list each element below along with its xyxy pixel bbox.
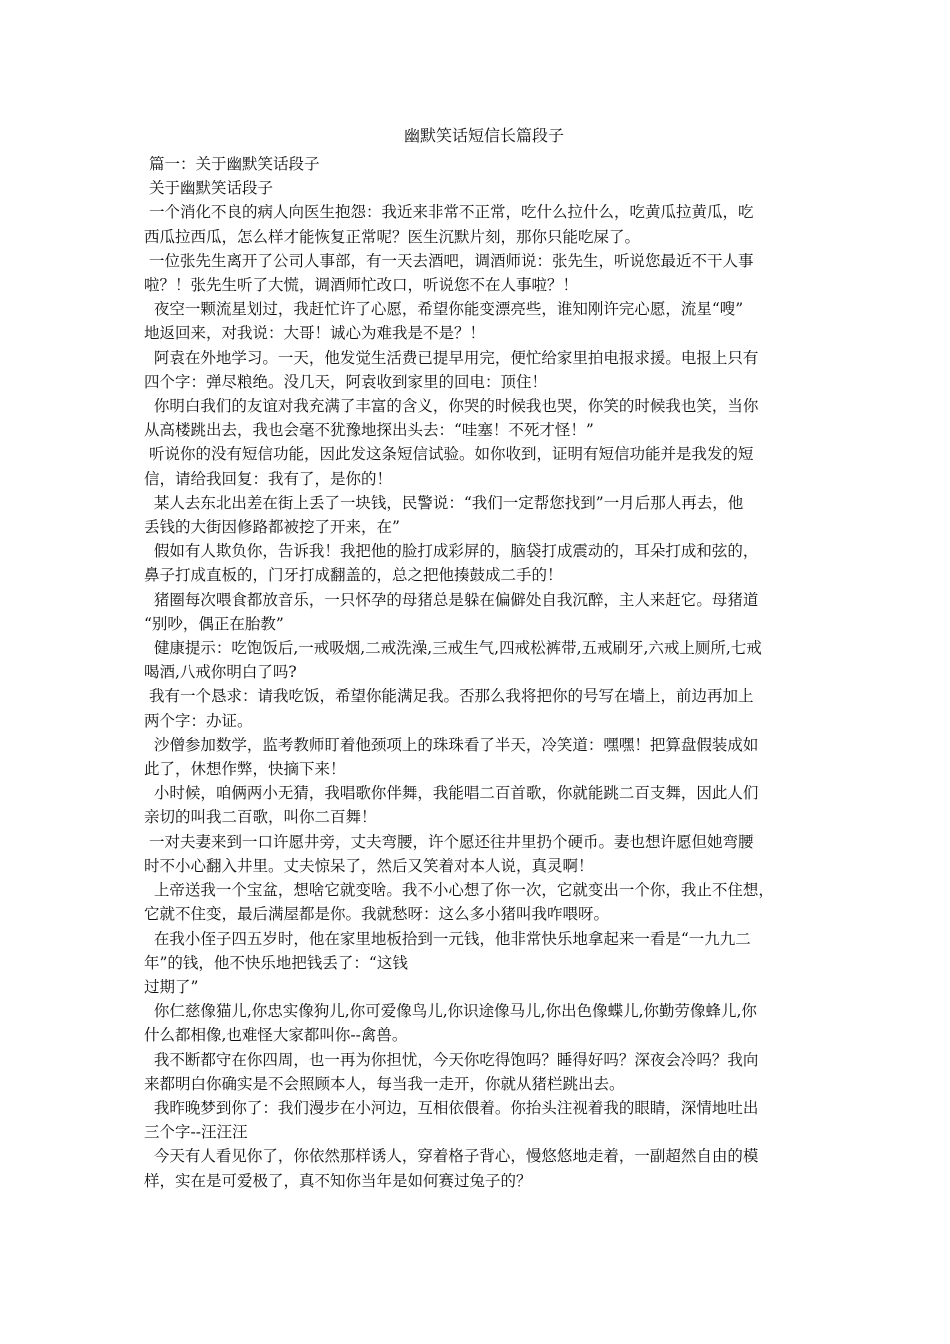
text-line: 沙僧参加数学，监考教师盯着他颈项上的珠珠看了半天，冷笑道：嘿嘿！把算盘假装成如 xyxy=(144,735,759,754)
text-line: 从高楼跳出去，我也会毫不犹豫地探出头去：“哇塞！不死才怪！” xyxy=(144,421,594,440)
text-line: 年”的钱，他不快乐地把钱丢了：“这钱 xyxy=(144,953,408,972)
text-line: 一个消化不良的病人向医生抱怨：我近来非常不正常，吃什么拉什么，吃黄瓜拉黄瓜，吃 xyxy=(144,203,754,222)
text-line: 你明白我们的友谊对我充满了丰富的含义，你哭的时候我也哭，你笑的时候我也笑，当你 xyxy=(144,397,759,416)
text-line: 猪圈每次喂食都放音乐，一只怀孕的母猪总是躲在偏僻处自我沉醉，主人来赶它。母猪道 xyxy=(144,590,759,609)
text-line: 篇一：关于幽默笑话段子 xyxy=(144,155,320,173)
text-line: 此了，休想作弊，快摘下来！ xyxy=(144,760,346,779)
text-line: 丢钱的大街因修路都被挖了开来，在” xyxy=(144,518,400,537)
text-line: 关于幽默笑话段子 xyxy=(144,179,273,198)
text-line: 样，实在是可爱极了，真不知你当年是如何赛过兔子的？ xyxy=(144,1171,532,1190)
text-line: 时不小心翻入井里。丈夫惊呆了，然后又笑着对本人说，真灵啊！ xyxy=(144,856,594,875)
text-line: 两个字：办证。 xyxy=(144,711,253,730)
text-line: 一对夫妻来到一口许愿井旁，丈夫弯腰，许个愿还往井里扔个硬币。妻也想许愿但她弯腰 xyxy=(144,832,754,851)
text-line: 地返回来，对我说：大哥！诚心为难我是不是？！ xyxy=(144,324,486,343)
text-line: 来都明白你确实是不会照顾本人，每当我一走开，你就从猪栏跳出去。 xyxy=(144,1074,625,1093)
text-line: 我昨晚梦到你了：我们漫步在小河边，互相依偎着。你抬头注视着我的眼睛，深情地吐出 xyxy=(144,1098,759,1117)
text-line: 你仁慈像猫儿,你忠实像狗儿,你可爱像鸟儿,你识途像马儿,你出色像蝶儿,你勤劳像蜂儿,你 xyxy=(144,1002,757,1021)
text-line: 什么都相像,也难怪大家都叫你--禽兽。 xyxy=(144,1026,408,1045)
text-line: 它就不住变，最后满屋都是你。我就愁呀：这么多小猪叫我咋喂呀。 xyxy=(144,905,610,924)
text-line: 夜空一颗流星划过，我赶忙许了心愿，希望你能变漂亮些，谁知刚许完心愿，流星“嗖” xyxy=(144,300,744,319)
document-body xyxy=(144,152,816,1193)
text-line: 亲切的叫我二百歌，叫你二百舞！ xyxy=(144,808,377,827)
text-line: 三个字--汪汪汪 xyxy=(144,1123,248,1142)
text-line: 阿袁在外地学习。一天，他发觉生活费已提早用完，便忙给家里拍电报求援。电报上只有 xyxy=(144,348,759,367)
text-line: 过期了” xyxy=(144,977,199,996)
text-line: 鼻子打成直板的，门牙打成翻盖的，总之把他揍鼓成二手的！ xyxy=(144,566,563,585)
text-line: 听说你的没有短信功能，因此发这条短信试验。如你收到，证明有短信功能并是我发的短 xyxy=(144,445,754,464)
text-line: 一位张先生离开了公司人事部，有一天去酒吧，调酒师说：张先生，听说您最近不干人事 xyxy=(144,251,754,270)
text-line: 我有一个恳求：请我吃饭，希望你能满足我。否那么我将把你的号写在墙上，前边再加上 xyxy=(144,687,754,706)
text-line: 喝酒,八戒你明白了吗? xyxy=(144,663,297,682)
document-page xyxy=(144,124,816,1193)
text-line: 信，请给我回复：我有了，是你的！ xyxy=(144,469,393,488)
text-line: 今天有人看见你了，你依然那样诱人，穿着格子背心，慢悠悠地走着，一副超然自由的模 xyxy=(144,1147,759,1166)
text-line: “别吵，偶正在胎教” xyxy=(144,614,284,633)
text-line: 小时候，咱俩两小无猜，我唱歌你伴舞，我能唱二百首歌，你就能跳二百支舞，因此人们 xyxy=(144,784,759,803)
text-line: 我不断都守在你四周，也一再为你担忧，今天你吃得饱吗？睡得好吗？深夜会冷吗？我向 xyxy=(144,1050,759,1069)
text-line: 啦？！张先生听了大慌，调酒师忙改口，听说您不在人事啦？！ xyxy=(144,276,579,295)
text-line: 在我小侄子四五岁时，他在家里地板拾到一元钱，他非常快乐地拿起来一看是“一九九二 xyxy=(144,929,751,948)
text-line: 某人去东北出差在街上丢了一块钱，民警说：“我们一定帮您找到”一月后那人再去，他 xyxy=(144,493,744,512)
text-line: 上帝送我一个宝盆，想啥它就变啥。我不小心想了你一次，它就变出一个你，我止不住想， xyxy=(144,881,774,900)
text-line: 西瓜拉西瓜，怎么样才能恢复正常呢？医生沉默片刻，那你只能吃屎了。 xyxy=(144,227,641,246)
text-line: 假如有人欺负你，告诉我！我把他的脸打成彩屏的，脑袋打成震动的，耳朵打成和弦的， xyxy=(144,542,759,561)
text-line: 四个字：弹尽粮绝。没几天，阿袁收到家里的回电：顶住！ xyxy=(144,372,548,391)
text-line: 健康提示：吃饱饭后,一戒吸烟,二戒洗澡,三戒生气,四戒松裤带,五戒刷牙,六戒上厕所,七戒 xyxy=(144,639,762,658)
document-title: 幽默笑话短信长篇段子 xyxy=(403,126,564,145)
